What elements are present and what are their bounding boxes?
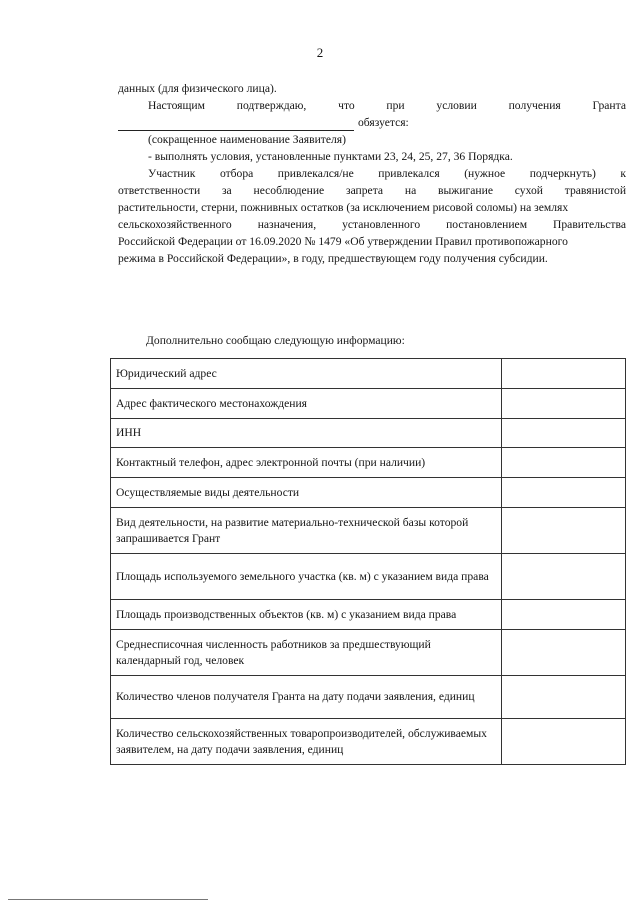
- row-value[interactable]: [502, 448, 626, 478]
- word: привлекался/не: [277, 167, 354, 180]
- row-label: Количество сельскохозяйственных товаропроизводителей, обслуживаемых заявителем, на дату подачи заявления, единиц: [111, 719, 502, 765]
- row-value[interactable]: [502, 676, 626, 719]
- row-label: Осуществляемые виды деятельности: [111, 478, 502, 508]
- table-row: [111, 448, 626, 478]
- word: ответственности: [118, 184, 201, 197]
- applicant-name-hint: (сокращенное наименование Заявителя): [148, 133, 346, 146]
- word: постановлением: [446, 218, 528, 231]
- word: назначения,: [257, 218, 317, 231]
- row-value[interactable]: [502, 478, 626, 508]
- row-label: Количество членов получателя Гранта на дату подачи заявления, единиц: [111, 676, 502, 719]
- word: травянистой: [564, 184, 627, 197]
- bottom-divider: [8, 899, 208, 900]
- word: на: [404, 184, 417, 197]
- word: к: [620, 167, 627, 180]
- word: привлекался: [378, 167, 440, 180]
- row-label: ИНН: [111, 419, 502, 448]
- vegetation-line: растительности, стерни, пожнивных остатков (за исключением рисовой соломы) на землях: [118, 201, 569, 214]
- row-value[interactable]: [502, 359, 626, 389]
- word: выжигание: [438, 184, 493, 197]
- word: отбора: [219, 167, 254, 180]
- word: Гранта: [592, 99, 626, 112]
- applicant-name-blank: [118, 118, 354, 131]
- text-line: данных (для физического лица).: [118, 82, 277, 95]
- word: Настоящим: [148, 99, 205, 112]
- obligation-word: обязуется:: [358, 116, 409, 129]
- additional-info-intro: Дополнительно сообщаю следующую информацию:: [146, 334, 405, 347]
- row-label: Среднесписочная численность работников за предшествующий календарный год, человек: [111, 630, 502, 676]
- row-value[interactable]: [502, 630, 626, 676]
- row-label: Площадь используемого земельного участка (кв. м) с указанием вида права: [111, 554, 502, 600]
- word: за: [221, 184, 232, 197]
- word: (нужное: [464, 167, 506, 180]
- word: условии: [436, 99, 477, 112]
- table-row: [111, 478, 626, 508]
- word: запрета: [345, 184, 384, 197]
- table-row: [111, 600, 626, 630]
- conditions-line: - выполнять условия, установленные пунктами 23, 24, 25, 27, 36 Порядка.: [148, 150, 513, 163]
- confirmation-line: [118, 97, 626, 114]
- row-value[interactable]: [502, 508, 626, 554]
- table-row: [111, 389, 626, 419]
- row-label: Контактный телефон, адрес электронной почты (при наличии): [111, 448, 502, 478]
- word: сухой: [514, 184, 543, 197]
- liability-line: [118, 182, 626, 199]
- decree-line: Российской Федерации от 16.09.2020 № 1479 «Об утверждении Правил противопожарного: [118, 235, 568, 248]
- row-value[interactable]: [502, 719, 626, 765]
- table-row: [111, 719, 626, 765]
- row-label: Адрес фактического местонахождения: [111, 389, 502, 419]
- statement-text: [118, 80, 626, 267]
- table-row: [111, 630, 626, 676]
- table-row: [111, 554, 626, 600]
- table-row: [111, 359, 626, 389]
- applicant-name-line: [118, 114, 626, 131]
- page-number: 2: [316, 45, 324, 60]
- word: получения: [508, 99, 561, 112]
- word: Участник: [148, 167, 196, 180]
- word: установленного: [342, 218, 421, 231]
- row-value[interactable]: [502, 600, 626, 630]
- regime-line: режима в Российской Федерации», в году, предшествующем году получения субсидии.: [118, 252, 548, 265]
- word: Правительства: [553, 218, 626, 231]
- word: подчеркнуть): [529, 167, 596, 180]
- info-table: [110, 358, 626, 765]
- row-label: Вид деятельности, на развитие материально-технической базы которой запрашивается Грант: [111, 508, 502, 554]
- participant-line: [118, 165, 626, 182]
- table-row: [111, 676, 626, 719]
- word: несоблюдение: [253, 184, 325, 197]
- row-value[interactable]: [502, 554, 626, 600]
- row-value[interactable]: [502, 389, 626, 419]
- word: что: [338, 99, 355, 112]
- word: при: [386, 99, 405, 112]
- row-label: Юридический адрес: [111, 359, 502, 389]
- row-value[interactable]: [502, 419, 626, 448]
- word: сельскохозяйственного: [118, 218, 232, 231]
- purpose-line: [118, 216, 626, 233]
- word: подтверждаю,: [236, 99, 307, 112]
- row-label: Площадь производственных объектов (кв. м) с указанием вида права: [111, 600, 502, 630]
- table-row: [111, 508, 626, 554]
- table-row: [111, 419, 626, 448]
